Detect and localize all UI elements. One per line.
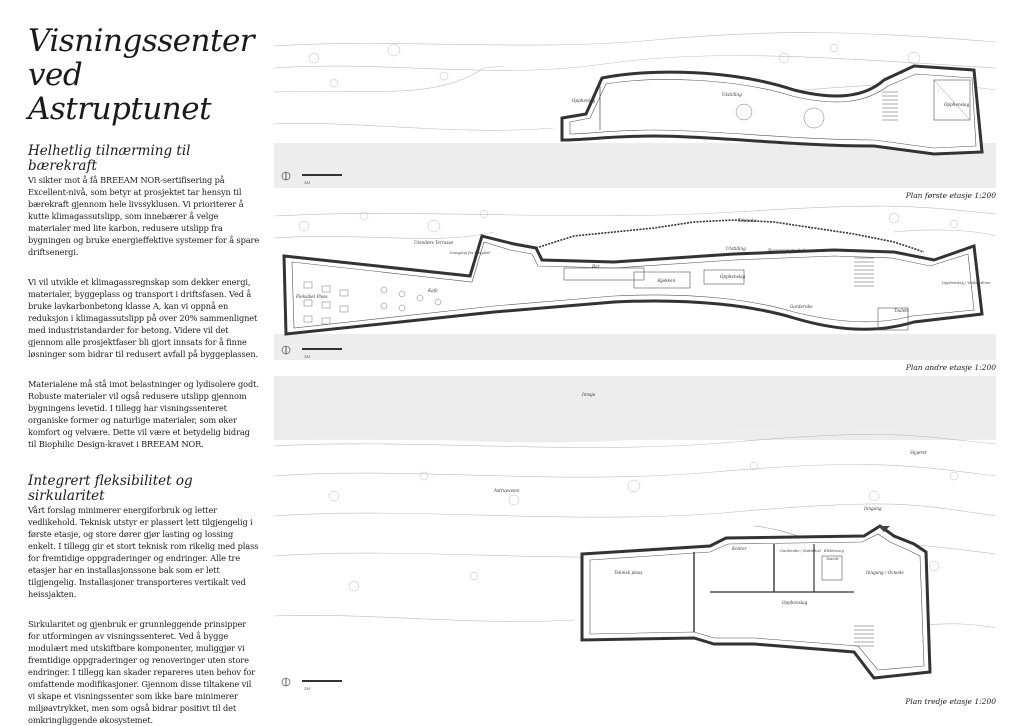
floor-plan-second (274, 202, 996, 360)
room-label: Kontor (732, 546, 747, 551)
room-label: Kjøkken (658, 278, 676, 283)
room-label: Bar (592, 264, 600, 269)
room-label: Utendørs Terrasse (414, 240, 454, 245)
scale-label: 1M (304, 355, 310, 359)
plan-caption-third: Plan tredje etasje 1:200 (905, 697, 996, 706)
room-label: Opphenlag (572, 98, 596, 103)
paragraph: Materialene må stå imot belastninger og lydisolere godt. Robuste materialer vil også redusere utslipp gjennom bygningens levetid. I tillegg har visningssenteret organiske former og naturlige materialer, som øker komfort og velvære. Dette vil være et betydelig bidrag til Biophilic Design-kravet i BREEAM NOR. (28, 379, 259, 449)
paragraph: Sirkularitet og gjenbruk er grunnleggende prinsipper for utformingen av visningssenteret. Ved å bygge modulært med utskiftbare komponenter, muliggjør vi fremtidige oppgraderinger og renoveringer uten store endringer. I tillegg kan skader repareres uten behov for omfattende modifikasjoner. Gjennom disse tiltakene vil vi skape et visningssenter som ikke bare minimerer miljøavtrykket, men som også bidrar positivt til det omkringliggende økosystemet. (28, 619, 256, 725)
room-label: Inngang / Ovnede (866, 570, 904, 575)
scale-bar (302, 348, 342, 350)
room-label: Opphenslag / Verkstedrom (942, 281, 991, 285)
text-column (28, 24, 260, 726)
room-label: Resepsjonsmøbel (768, 248, 805, 253)
room-label: Fleksibel Plass (296, 294, 328, 299)
room-label: Garderobe / Støttebod (780, 549, 821, 553)
room-label: Toalett (894, 308, 909, 313)
room-label: Elektroveg (824, 549, 844, 553)
paragraph: Vårt forslag minimerer energiforbruk og letter vedlikehold. Teknisk utstyr er plassert lett tilgjengelig i første etasje, og store dører gjør lasting og lossing enkelt. I tillegg gir et stort teknisk rom rikelig med plass for fremtidige oppgraderinger og endringer. Alle tre etasjer har en installasjonssone bak som er lett tilgjengelig. Installasjoner transporteres vertikalt ved heissjakten. (28, 505, 259, 599)
room-label: Utstilling (726, 246, 746, 251)
room-label: Toalett (826, 557, 839, 561)
plan-caption-first: Plan første etasje 1:200 (905, 191, 996, 200)
scale-bar (302, 680, 342, 682)
scale-label: 1M (304, 181, 310, 185)
section-heading-sustainability: Helhetlig tilnærming til bærekraft (28, 143, 191, 174)
room-label: Skjæret (910, 450, 927, 455)
room-label: Astrupveien (494, 488, 520, 493)
room-label: Innsgang fra Bakgård (450, 251, 490, 255)
room-label: Inngang (864, 506, 882, 511)
room-label: Innsjø (582, 392, 596, 397)
room-label: Teknisk plass (614, 570, 643, 575)
page-title: Visningssenter ved Astruptunet (28, 23, 255, 127)
floor-plan-third (274, 376, 996, 692)
plan-caption-second: Plan andre etasje 1:200 (905, 363, 996, 372)
room-label: Tekniske (738, 218, 757, 223)
room-label: Garderobe (790, 304, 813, 309)
scale-bar (302, 174, 342, 176)
floor-plan-first (274, 28, 996, 188)
room-label: Kafé (428, 288, 438, 293)
scale-label: 1M (304, 687, 310, 691)
section-heading-flexibility: Integrert fleksibilitet og sirkularitet (28, 473, 193, 504)
paragraph: Vi sikter mot å få BREEAM NOR-sertifisering på Excellent-nivå, som betyr at prosjektet tar hensyn til bærekraft gjennom hele livssyklusen. Vi prioriterer å kutte klimagassutslipp, som innebærer å velge materialer med lite karbon, redusere utslipp fra bygningen og bruke energieffektive systemer for å spare driftsenergi. (28, 175, 260, 257)
room-label: Opphenslag (720, 274, 746, 279)
paragraph: Vi vil utvikle et klimagassregnskap som dekker energi, materialer, byggeplass og transport i driftsfasen. Ved å bruke lavkarbonbetong klasse A, kan vi oppnå en reduksjon i klimagassutslipp på over 20% sammenlignet med industristandarder for betong. Videre vil det gjennom alle prosjektfaser bli gjort innsats for å finne løsninger som bidrar til redusert avfall på byggeplassen. (28, 277, 259, 359)
room-label: Opphenslag (944, 102, 970, 107)
room-label: Opphenslag (782, 600, 808, 605)
room-label: Utstilling (722, 92, 742, 97)
